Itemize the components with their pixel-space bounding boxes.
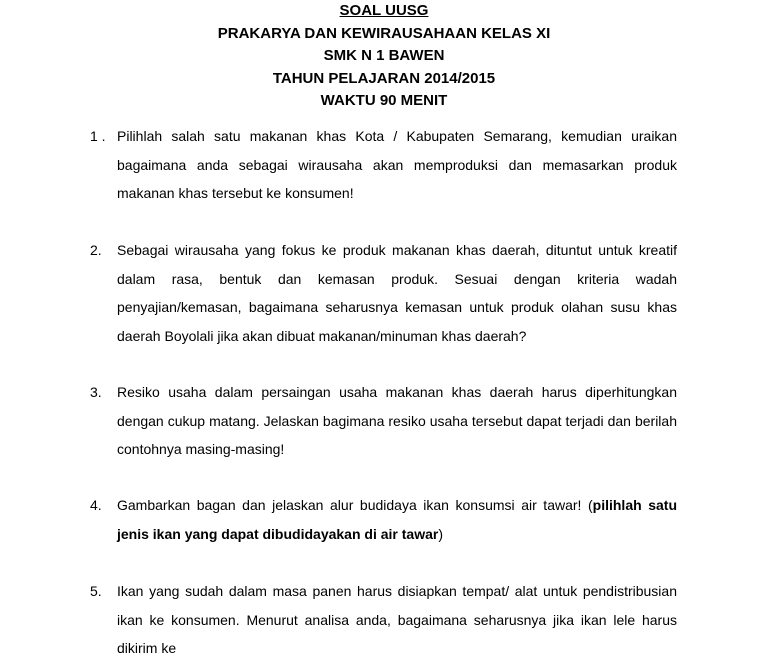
question-text: Pilihlah salah satu makanan khas Kota / Kabupaten Semarang, kemudian uraikan bagaimana anda sebagai wirausaha akan memproduksi dan memasarkan produk makanan khas tersebut ke konsumen! bbox=[117, 128, 677, 201]
question-text bbox=[117, 491, 677, 548]
question-text-bold: pilihlah satu jenis ikan yang dapat dibudidayakan di air tawar bbox=[117, 497, 677, 542]
document-header bbox=[0, 0, 768, 113]
question-text-close: ) bbox=[438, 525, 443, 542]
academic-year-line: TAHUN PELAJARAN 2014/2015 bbox=[272, 69, 496, 87]
question-number: 4. bbox=[90, 497, 102, 513]
question-text-plain: Gambarkan bagan dan jelaskan alur budidaya ikan konsumsi air tawar! ( bbox=[117, 497, 593, 513]
school-line: SMK N 1 BAWEN bbox=[323, 47, 445, 64]
question-number: 2. bbox=[90, 242, 102, 258]
question-text: Resiko usaha dalam persaingan usaha makanan khas daerah harus diperhitungkan dengan cukup matang. Jelaskan bagimana resiko usaha tersebut dapat terjadi dan berilah contohnya masing-masing! bbox=[117, 384, 677, 457]
question-4 bbox=[0, 491, 768, 548]
duration-line: WAKTU 90 MENIT bbox=[320, 92, 448, 109]
subject-line: PRAKARYA DAN KEWIRAUSAHAAN KELAS XI bbox=[217, 24, 551, 42]
question-number: 3. bbox=[90, 384, 102, 400]
question-text: Ikan yang sudah dalam masa panen harus disiapkan tempat/ alat untuk pendistribusian ikan ke konsumen. Menurut analisa anda, bagaimana seharusnya jika ikan lele harus dikirim ke bbox=[117, 583, 677, 656]
question-text: Sebagai wirausaha yang fokus ke produk makanan khas daerah, dituntut untuk kreatif dalam rasa, bentuk dan kemasan produk. Sesuai dengan kriteria wadah penyajian/kemasan, bagaimana seharusnya kemasan untuk produk olahan susu khas daerah Boyolali jika akan dibuat makanan/minuman khas daerah? bbox=[117, 242, 677, 344]
question-5 bbox=[0, 577, 768, 663]
question-2 bbox=[0, 236, 768, 350]
question-3 bbox=[0, 378, 768, 464]
question-number: 1 . bbox=[90, 128, 106, 144]
question-1 bbox=[0, 122, 768, 208]
question-number: 5. bbox=[90, 583, 102, 599]
document-title: SOAL UUSG bbox=[339, 2, 429, 19]
